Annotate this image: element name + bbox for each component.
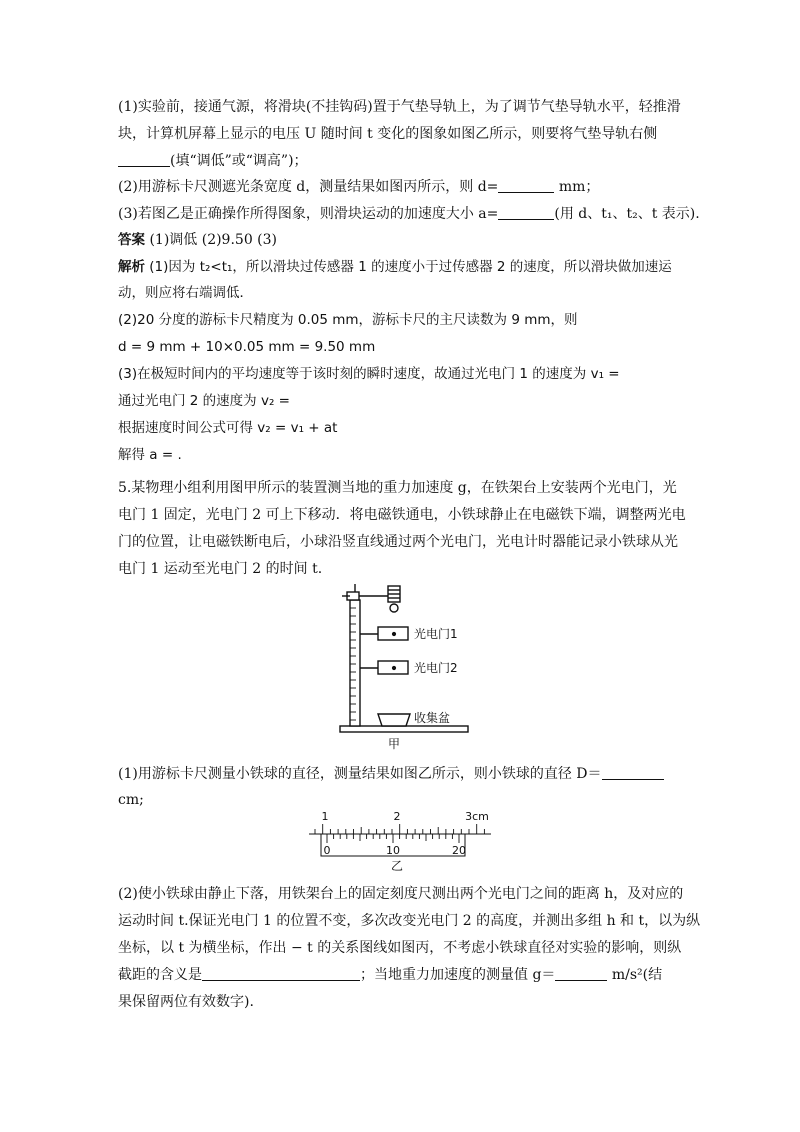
collect-basin [378, 714, 410, 726]
q2-unit: mm； [554, 179, 600, 195]
vertical-scale [350, 600, 360, 726]
answer-text: (1)调低 (2)9.50 (3) [145, 232, 278, 248]
answer-blank [202, 966, 360, 981]
p5-q2-line-1: (2)使小铁球由静止下落，用铁架台上的固定刻度尺测出两个光电门之间的距离 h，及对应的 [118, 886, 684, 902]
answer-blank [498, 178, 554, 193]
figure-jia-caption: 甲 [387, 737, 401, 751]
analysis-line-2: 动，则应将右端调低． [118, 285, 253, 301]
p5-q2-text-a: 截距的含义是 [118, 967, 202, 983]
gate1-label: 光电门1 [414, 627, 458, 641]
p5-line-3: 门的位置，让电磁铁断电后，小球沿竖直线通过两个光电门，光电计时器能记录小铁球从光 [118, 534, 678, 550]
main-label-1: 1 [321, 810, 329, 823]
main-label-2: 2 [393, 810, 401, 823]
q3-text: (3)若图乙是正确操作所得图象，则滑块运动的加速度大小 a= [118, 206, 499, 222]
q3-tail: (用 d、t₁、t₂、t 表示). [554, 206, 700, 222]
iron-ball [390, 604, 398, 612]
p5-line-1: 5.某物理小组利用图甲所示的装置测当地的重力加速度 g，在铁架台上安装两个光电门，光 [118, 480, 677, 496]
answer-blank [555, 966, 607, 981]
p5-q2-line-3: 坐标，以 t 为横坐标，作出 − t 的关系图线如图丙，不考虑小铁球直径对实验的影响，则纵 [118, 940, 682, 956]
q1-line-1: (1)实验前，接通气源，将滑块(不挂钩码)置于气垫导轨上，为了调节气垫导轨水平，轻推滑 [118, 99, 681, 115]
vernier-label-10: 10 [386, 844, 400, 857]
answer-blank [118, 152, 170, 167]
p5-line-2: 电门 1 固定，光电门 2 可上下移动．将电磁铁通电，小铁球静止在电磁铁下端，调整两光电 [118, 507, 686, 523]
p5-line-4: 电门 1 运动至光电门 2 的时间 t. [118, 561, 323, 577]
figure-yi-caption: 乙 [390, 859, 404, 873]
answer-blank [602, 765, 664, 780]
vernier-label-20: 20 [452, 844, 466, 857]
q2-line [118, 177, 688, 197]
p5-q2-line-2: 运动时间 t.保证光电门 1 的位置不变，多次改变光电门 2 的高度，并测出多组 h 和 t，以为纵 [118, 913, 701, 929]
answer-label: 答案 [118, 232, 145, 248]
analysis-line-5: (3)在极短时间内的平均速度等于该时刻的瞬时速度，故通过光电门 1 的速度为 v₁ = [118, 366, 620, 382]
answer-line [118, 230, 688, 250]
q3-line [118, 204, 700, 224]
analysis-line-6: 通过光电门 2 的速度为 v₂ = [118, 393, 290, 409]
gate2-label: 光电门2 [414, 661, 458, 675]
stand-base [340, 726, 468, 732]
vernier-label-0: 0 [323, 844, 331, 857]
q1-line-3 [118, 151, 688, 171]
analysis-line-4: d = 9 mm + 10×0.05 mm = 9.50 mm [118, 339, 376, 355]
q1-line-3-text: (填“调低”或“调高”)； [170, 153, 308, 169]
analysis-line-7: 根据速度时间公式可得 v₂ = v₁ + at [118, 420, 338, 436]
p5-q2-text-c: m/s²(结 [607, 967, 663, 983]
analysis-line-1 [118, 257, 688, 277]
p5-q1-text: (1)用游标卡尺测量小铁球的直径，测量结果如图乙所示，则小铁球的直径 D＝ [118, 766, 602, 782]
q1-line-2: 块，计算机屏幕上显示的电压 U 随时间 t 变化的图象如图乙所示，则要将气垫导轨右侧 [118, 126, 658, 142]
p5-q2-line-5: 果保留两位有效数字). [118, 994, 254, 1010]
main-scale-ticks [315, 824, 484, 834]
analysis-text-1: (1)因为 t₂<t₁，所以滑块过传感器 1 的速度小于过传感器 2 的速度，所以滑块做加速运 [145, 259, 672, 275]
basin-label: 收集盆 [414, 711, 451, 725]
analysis-line-8: 解得 a = . [118, 447, 182, 463]
p5-q1-line-1 [118, 764, 688, 784]
answer-blank [498, 205, 554, 220]
p5-q1-line-2: cm; [118, 792, 144, 808]
figure-yi-vernier [305, 808, 495, 874]
p5-q2-text-b: ；当地重力加速度的测量值 g＝ [360, 967, 556, 983]
analysis-line-3: (2)20 分度的游标卡尺精度为 0.05 mm，游标卡尺的主尺读数为 9 mm，则 [118, 312, 578, 328]
p5-q2-line-4 [118, 965, 688, 985]
figure-jia-apparatus [330, 578, 480, 753]
analysis-label: 解析 [118, 259, 145, 275]
q2-text: (2)用游标卡尺测遮光条宽度 d，测量结果如图丙所示，则 d= [118, 179, 499, 195]
main-label-3cm: 3cm [465, 810, 489, 823]
